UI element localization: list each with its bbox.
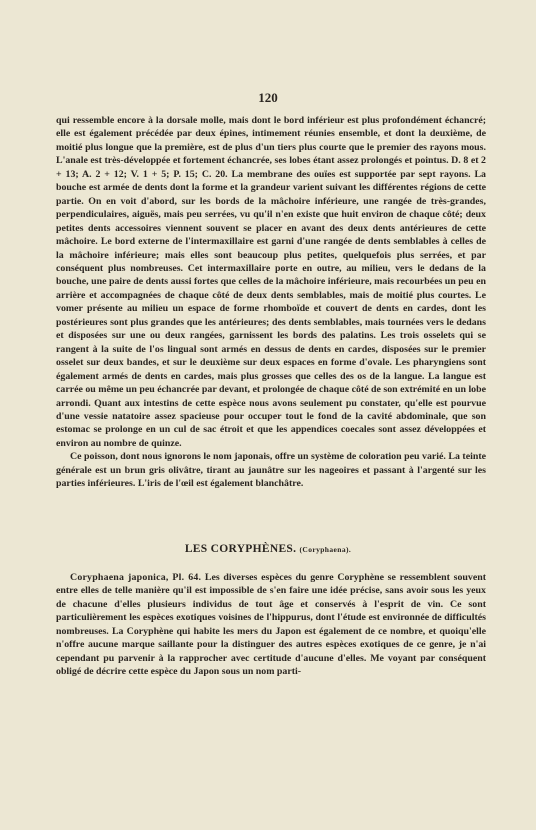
section-subtitle: (Coryphaena).: [299, 545, 352, 554]
paragraph-anatomy: qui ressemble encore à la dorsale molle, mais dont le bord inférieur est plus profondément échancré; elle est également précédée par deux épines, intimement réunies ensemble, et dont la deuxième, de moitié plus longue que la première, est de plus d'un tiers plus courte que le premier des rayons mous. L'anale est très-développée et fortement échancrée, ses lobes étant assez prolongés et pointus. D. 8 et 2 + 13; A. 2 + 12; V. 1 + 5; P. 15; C. 20. La membrane des ouïes est supportée par sept rayons. La bouche est armée de dents dont la forme et la grandeur varient suivant les différentes régions de cette partie. On en voit d'abord, sur les bords de la mâchoire inférieure, une rangée de très-grandes, perpendiculaires, aiguës, mais peu serrées, vu qu'il n'en existe que huit environ de chaque côté; deux petites dents accessoires viennent souvent se placer en avant des deux dents antérieures de cette mâchoire. Le bord externe de l'intermaxillaire est garni d'une rangée de dents semblables à celles de la mâchoire inférieure; mais elles sont beaucoup plus petites, quelquefois plus serrées, et par conséquent plus nombreuses. Cet intermaxillaire porte en outre, au milieu, vers le dedans de la bouche, une paire de dents aussi fortes que celles de la mâchoire inférieure, mais recourbées un peu en arrière et accompagnées de chaque côté de deux dents semblables, mais de moitié plus courtes. Le vomer présente au milieu un espace de forme rhomboïde et couvert de dents en cardes, dont les postérieures sont plus grandes que les antérieures; des dents semblables, mais tournées vers le dedans et disposées sur une ou deux rangées, garnissent les bords des palatins. Les trois osselets qui se rangent à la suite de l'os lingual sont armés en dessus de dents en cardes, disposées sur le premier osselet sur deux bandes, et sur le deuxième sur deux espaces en forme d'ovale. Les pharyngiens sont également armés de dents en cardes, mais plus grosses que celles des os de la langue. La langue est carrée ou même un peu échancrée par devant, et prolongée de chaque côté de son extrémité en un lobe arrondi. Quant aux intestins de cette espèce nous avons seulement pu constater, qu'elle est pourvue d'une vessie natatoire assez spacieuse pour occuper tout le fond de la cavité abdominale, que son estomac se prolonge en un cul de sac étroit et que les appendices coecales sont assez développées et environ au nombre de quinze.: [56, 115, 486, 449]
section-heading: [0, 543, 536, 555]
section-title: LES CORYPHÈNES.: [184, 543, 297, 555]
body-text-block: [56, 114, 486, 491]
paragraph-coryphaena-text: Les diverses espèces du genre Coryphène se ressemblent souvent entre elles de telle manière qu'il est impossible de s'en faire une idée précise, sans avoir sous les yeux de chacune d'elles plusieurs individus de tout âge et conservés à l'esprit de vin. Ce sont particulièrement les espèces exotiques voisines de l'hippurus, dont l'étude est environnée de difficultés nombreuses. La Coryphène qui habite les mers du Japon est également de ce nombre, et quoiqu'elle n'offre aucune marque saillante pour la distinguer des autres espèces exotiques de ce genre, je n'ai cependant pu parvenir à la rapprocher avec certitude d'aucune d'elles. Me voyant par conséquent obligé de décrire cette espèce du Japon sous un nom parti-: [56, 572, 486, 678]
paragraph-coloration: Ce poisson, dont nous ignorons le nom japonais, offre un système de coloration peu varié. La teinte générale est un brun gris olivâtre, tirant au jaunâtre sur les nageoires et passant à l'argenté sur les parties inférieures. L'iris de l'œil est également blanchâtre.: [56, 451, 486, 490]
page-number: 120: [258, 90, 278, 105]
paragraph-coryphaena: [56, 571, 486, 679]
species-name: Coryphaena japonica, Pl. 64.: [70, 572, 202, 583]
